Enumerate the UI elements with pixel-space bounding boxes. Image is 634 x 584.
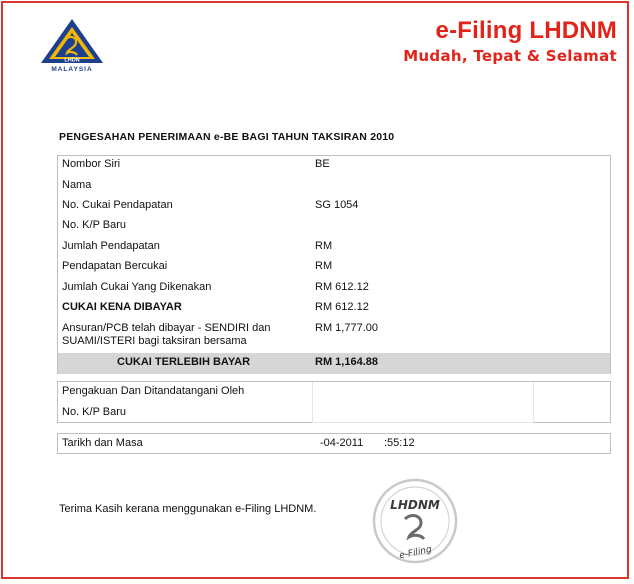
value-nombor-siri: BE <box>315 158 330 170</box>
label-ansuran-pcb: Ansuran/PCB telah dibayar - SENDIRI dan <box>62 322 271 334</box>
logo-lhdn-text: LHDN <box>64 57 80 64</box>
acknowledgement-box <box>57 381 611 423</box>
acknowledgement-title: Pengakuan Dan Ditandatangani Oleh <box>62 385 245 397</box>
label-nama: Nama <box>62 179 92 191</box>
lhdnm-stamp <box>371 475 459 567</box>
label-no-cukai: No. Cukai Pendapatan <box>62 199 173 211</box>
value-ansuran-pcb: RM 1,777.00 <box>315 322 378 334</box>
value-cukai-kena-dibayar: RM 612.12 <box>315 301 369 313</box>
value-jumlah-cukai: RM 612.12 <box>315 281 369 293</box>
timestamp-label: Tarikh dan Masa <box>62 437 143 449</box>
document-page <box>1 1 629 579</box>
logo-malaysia-text: MALAYSIA <box>51 66 93 73</box>
timestamp-time: :55:12 <box>384 437 415 449</box>
brand-title: e-Filing LHDNM <box>435 17 617 44</box>
timestamp-box <box>57 433 611 454</box>
value-jumlah-pendapatan: RM <box>315 240 333 252</box>
timestamp-date: -04-2011 <box>320 437 364 449</box>
stamp-icon <box>371 475 459 567</box>
label-cukai-terlebih-bayar: CUKAI TERLEBIH BAYAR <box>117 356 251 368</box>
lhdn-logo <box>37 17 107 73</box>
document-title: PENGESAHAN PENERIMAAN e-BE BAGI TAHUN TAKSIRAN 2010 <box>59 131 395 143</box>
brand-block <box>403 17 617 65</box>
details-box <box>57 155 611 374</box>
label-ansuran-pcb-line2: SUAMI/ISTERI bagi taksiran bersama <box>62 335 247 347</box>
label-jumlah-pendapatan: Jumlah Pendapatan <box>62 240 160 252</box>
label-pendapatan-bercukai: Pendapatan Bercukai <box>62 260 168 272</box>
value-no-cukai: SG 1054 <box>315 199 359 211</box>
label-jumlah-cukai: Jumlah Cukai Yang Dikenakan <box>62 281 212 293</box>
overpaid-row <box>58 353 610 374</box>
lhdn-logo-icon <box>37 17 107 73</box>
value-cukai-terlebih-bayar: RM 1,164.88 <box>315 356 378 368</box>
brand-tagline: Mudah, Tepat & Selamat <box>403 47 617 65</box>
value-pendapatan-bercukai: RM <box>315 260 333 272</box>
thank-you-text: Terima Kasih kerana menggunakan e-Filing LHDNM. <box>59 503 317 515</box>
label-cukai-kena-dibayar: CUKAI KENA DIBAYAR <box>62 301 182 313</box>
label-nombor-siri: Nombor Siri <box>62 158 121 170</box>
stamp-bottom-text: e-Filing <box>398 544 433 562</box>
acknowledgement-id-label: No. K/P Baru <box>62 406 126 418</box>
signature-field <box>312 382 534 423</box>
label-no-kp: No. K/P Baru <box>62 219 126 231</box>
stamp-top-text: LHDNM <box>390 498 440 512</box>
